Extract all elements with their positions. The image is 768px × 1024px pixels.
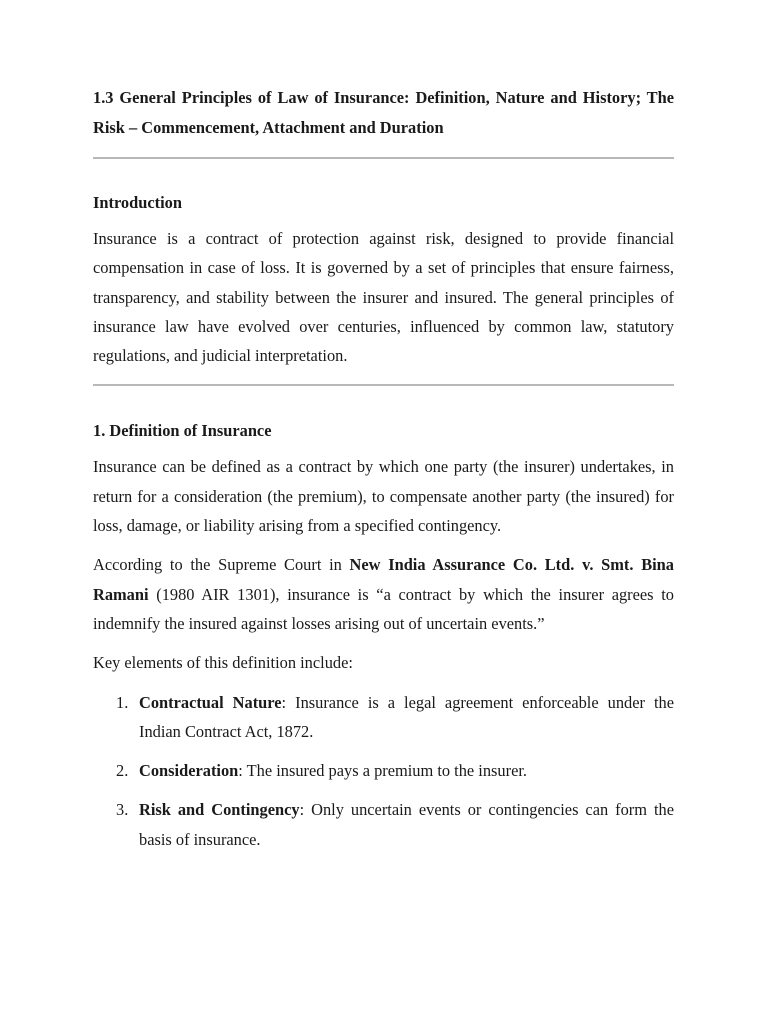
list-item-number: 3. <box>116 800 129 820</box>
list-item <box>93 756 674 785</box>
list-item <box>93 688 674 747</box>
list-item-term: Contractual Nature <box>139 692 282 712</box>
list-item-number: 2. <box>116 761 129 781</box>
list-item-term: Consideration <box>139 761 239 781</box>
page-title: 1.3 General Principles of Law of Insurance: Definition, Nature and History; The Risk – Commencement, Attachment and Duration <box>93 88 674 137</box>
divider <box>93 157 674 159</box>
document-page <box>93 83 674 864</box>
list-item-term: Risk and Contingency <box>139 800 300 820</box>
case-citation-lead: According to the Supreme Court in <box>93 555 350 575</box>
divider <box>93 384 674 386</box>
case-citation-paragraph <box>93 550 674 638</box>
key-elements-intro: Key elements of this definition include: <box>93 653 353 673</box>
case-name: New India Assurance Co. Ltd. v. Smt. Bina Ramani <box>93 555 674 604</box>
list-item-text: : Insurance is a legal agreement enforceable under the Indian Contract Act, 1872. <box>139 692 674 741</box>
key-elements-list <box>93 688 674 854</box>
section-heading-definition: 1. Definition of Insurance <box>93 421 272 441</box>
list-item-text: : The insured pays a premium to the insurer. <box>238 761 528 781</box>
list-item-number: 1. <box>116 692 129 712</box>
introduction-heading: Introduction <box>93 193 182 212</box>
case-citation-quote: (1980 AIR 1301), insurance is “a contract by which the insurer agrees to indemnify the insured against losses arising out of uncertain events.” <box>93 584 674 633</box>
list-item <box>93 795 674 854</box>
introduction-paragraph: Insurance is a contract of protection against risk, designed to provide financial compensation in case of loss. It is governed by a set of principles that ensure fairness, transparency, and stability between the insurer and insured. The general principles of insurance law have evolved over centuries, influenced by common law, statutory regulations, and judicial interpretation. <box>93 229 674 366</box>
definition-paragraph: Insurance can be defined as a contract by which one party (the insurer) undertakes, in return for a consideration (the premium), to compensate another party (the insured) for loss, damage, or liability arising from a specified contingency. <box>93 457 674 536</box>
list-item-text: : Only uncertain events or contingencies can form the basis of insurance. <box>139 800 675 849</box>
